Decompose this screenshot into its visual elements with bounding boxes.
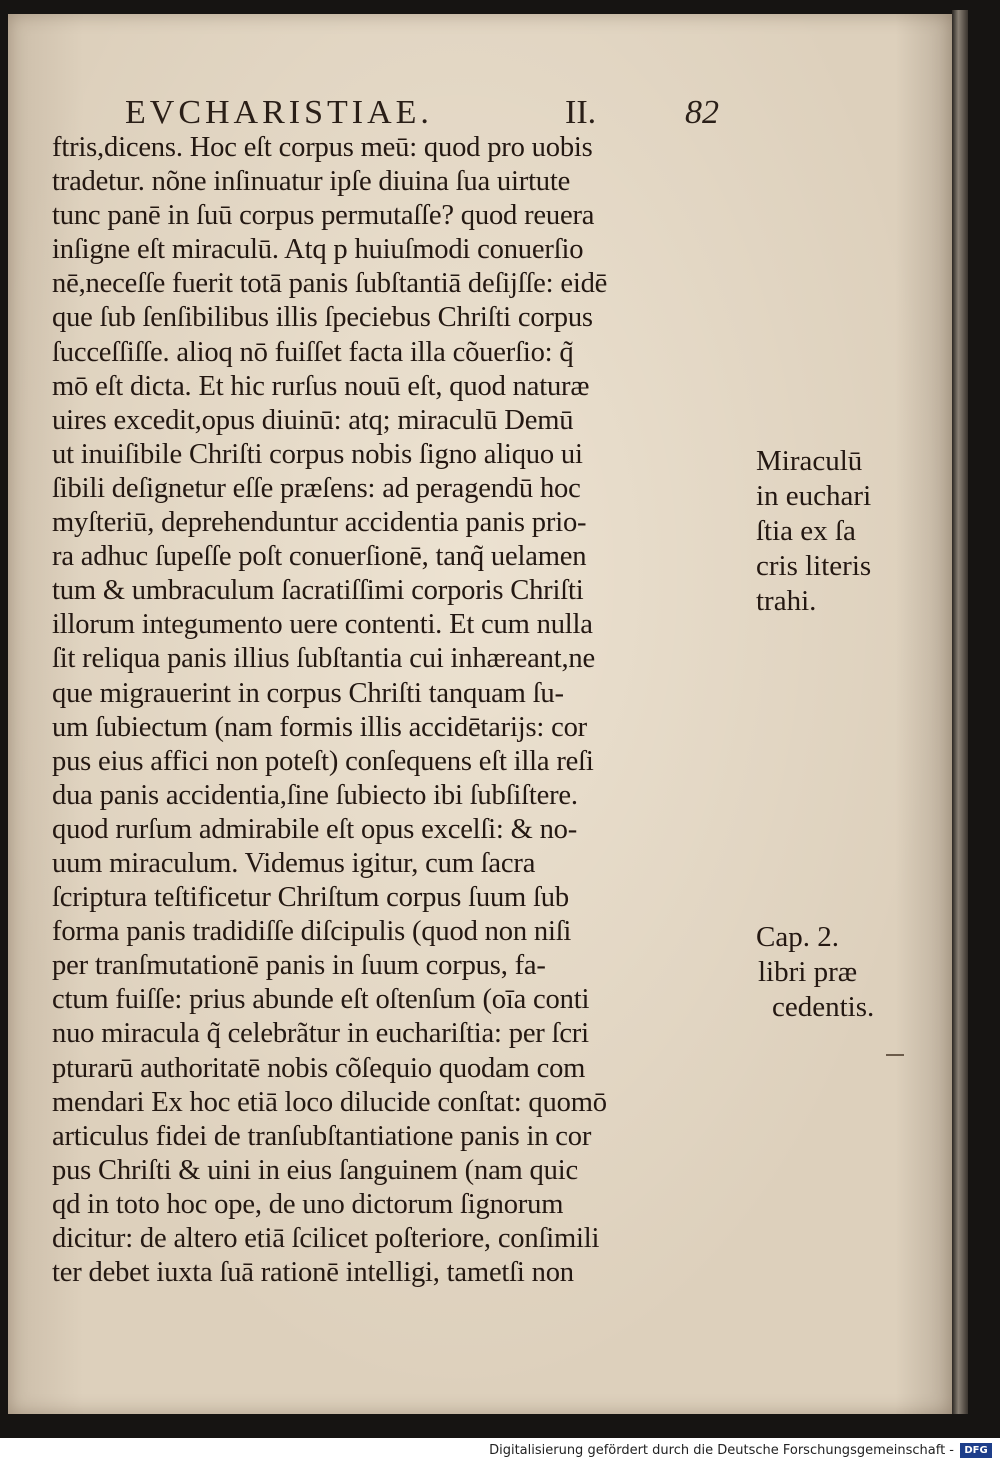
text-line: ut inuiſibile Chriſti corpus nobis ſigno aliquo ui bbox=[52, 437, 583, 470]
text-line: inſigne eſt miraculū. Atq p huiuſmodi conuerſio bbox=[52, 233, 584, 266]
text-line: mō eſt dicta. Et hic rurſus nouū eſt, quod naturæ bbox=[52, 369, 590, 402]
text-line: que ſub ſenſibilibus illis ſpeciebus Chriſti corpus bbox=[52, 301, 593, 334]
folio-number: 82 bbox=[685, 94, 719, 131]
text-line: tum & umbraculum ſacratiſſimi corporis Chriſti bbox=[52, 574, 584, 607]
marginal-note-line: Miraculū bbox=[756, 445, 863, 477]
running-head-chapter: II. bbox=[565, 94, 597, 131]
marginal-note-line: Cap. 2. bbox=[756, 921, 839, 953]
text-line: dua panis accidentia,ſine ſubiecto ibi ſubſiſtere. bbox=[52, 778, 578, 811]
text-line: forma panis tradidiſſe diſcipulis (quod non niſi bbox=[52, 915, 572, 948]
text-line: ctum fuiſſe: prius abunde eſt oſtenſum (oīa conti bbox=[52, 983, 590, 1016]
margin-dash-mark bbox=[886, 1054, 904, 1056]
text-line: mendari Ex hoc etiā loco dilucide conſtat: quomō bbox=[52, 1085, 607, 1118]
marginal-note-line: cris literis bbox=[756, 550, 872, 582]
main-text-block bbox=[52, 130, 742, 1289]
text-line: uum miraculum. Videmus igitur, cum ſacra bbox=[52, 846, 536, 879]
dfg-logo: DFG bbox=[960, 1443, 992, 1458]
marginal-note-line: in euchari bbox=[756, 480, 872, 512]
marginal-note bbox=[756, 444, 871, 619]
marginal-note bbox=[756, 920, 874, 1025]
text-line: ftris,dicens. Hoc eſt corpus meū: quod pro uobis bbox=[52, 131, 593, 163]
text-line: ſibili deſignetur eſſe præſens: ad peragendū hoc bbox=[52, 471, 581, 504]
text-line: qd in toto hoc ope, de uno dictorum ſignorum bbox=[52, 1187, 564, 1220]
text-line: ter debet iuxta ſuā rationē intelligi, tametſi non bbox=[52, 1256, 574, 1289]
text-line: tunc panē in ſuū corpus permutaſſe? quod reuera bbox=[52, 199, 595, 232]
text-line: dicitur: de altero etiā ſcilicet poſteriore, conſimili bbox=[52, 1222, 600, 1254]
text-line: pturarū authoritatē nobis cõſequio quodam com bbox=[52, 1051, 586, 1084]
text-line: articulus fidei de tranſubſtantiatione panis in cor bbox=[52, 1119, 592, 1152]
marginal-note-line: trahi. bbox=[756, 585, 817, 617]
text-line: que migrauerint in corpus Chriſti tanquam ſu- bbox=[52, 676, 564, 709]
text-line: pus eius affici non poteſt) conſequens eſt illa reſi bbox=[52, 744, 594, 777]
text-line: myſteriū, deprehenduntur accidentia panis prio- bbox=[52, 506, 587, 539]
text-line: nē,neceſſe fuerit totā panis ſubſtantiā deſijſſe: eidē bbox=[52, 267, 608, 300]
text-line: nuo miracula q̃ celebrãtur in euchariſtia: per ſcri bbox=[52, 1017, 589, 1050]
funding-credit: Digitalisierung gefördert durch die Deutsche Forschungsgemeinschaft - bbox=[489, 1443, 954, 1458]
text-line: quod rurſum admirabile eſt opus excelſi: & no- bbox=[52, 812, 578, 845]
text-line: um ſubiectum (nam formis illis accidētarijs: cor bbox=[52, 710, 587, 743]
text-line: uires excedit,opus diuinū: atq; miraculū Demū bbox=[52, 403, 574, 436]
marginal-note-line: cedentis. bbox=[772, 991, 875, 1023]
text-line: ra adhuc ſupeſſe poſt conuerſionē, tanq̃ uelamen bbox=[52, 540, 587, 573]
text-line: per tranſmutationē panis in ſuum corpus, fa- bbox=[52, 949, 546, 982]
text-line: ſit reliqua panis illius ſubſtantia cui inhæreant,ne bbox=[52, 642, 595, 675]
text-line: ſcriptura teſtificetur Chriſtum corpus ſuum ſub bbox=[52, 881, 569, 914]
marginal-note-line: libri præ bbox=[758, 956, 858, 988]
text-line: ſucceſſiſſe. alioq nō fuiſſet facta illa cõuerſio: q̃ bbox=[52, 335, 574, 368]
running-head-title: EVCHARISTIAE. bbox=[125, 94, 433, 131]
footer-bar bbox=[0, 1438, 1000, 1464]
page-edge bbox=[952, 10, 968, 1414]
marginal-note-line: ſtia ex ſa bbox=[756, 515, 856, 547]
text-line: pus Chriſti & uini in eius ſanguinem (nam quic bbox=[52, 1153, 578, 1186]
text-line: tradetur. nõne inſinuatur ipſe diuina ſua uirtute bbox=[52, 165, 571, 198]
text-line: illorum integumento uere contenti. Et cum nulla bbox=[52, 608, 593, 641]
